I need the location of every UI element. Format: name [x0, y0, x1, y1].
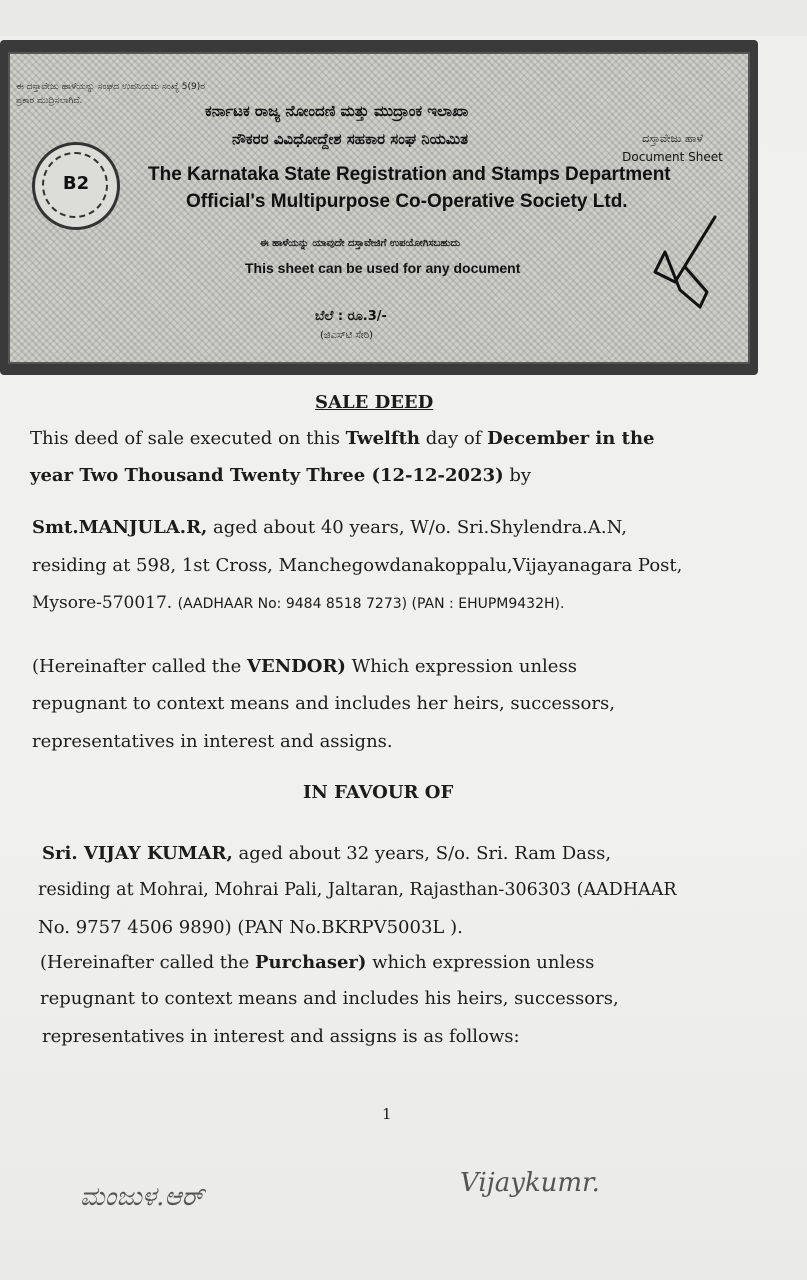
price: ಬೆಲೆ : ರೂ.3/- [315, 309, 387, 324]
intro-text-2: day of [420, 428, 488, 449]
page-number: 1 [382, 1105, 392, 1123]
vendor-line-1 [32, 517, 627, 538]
intro-line-2 [30, 465, 531, 486]
vendor-clause-2: repugnant to context means and includes her heirs, successors, [32, 693, 615, 714]
vendor-signature: ಮಂಜುಳ.ಆರ್ [80, 1182, 204, 1212]
vendor-line-3 [32, 593, 564, 613]
stamp-sheet [8, 52, 750, 364]
purchaser-ids: No. 9757 4506 9890) (PAN No.BKRPV5003L ). [38, 917, 463, 938]
document-sheet-kn: ದಸ್ತಾವೇಜು ಹಾಳೆ [642, 132, 703, 145]
purchaser-details: aged about 32 years, S/o. Sri. Ram Dass, [232, 843, 612, 864]
seal-label: B2 [62, 173, 90, 194]
intro-text: This deed of sale executed on this [30, 428, 346, 449]
vendor-clause-3: representatives in interest and assigns. [32, 731, 393, 752]
usage-en: This sheet can be used for any document [245, 260, 521, 276]
purchaser-name: Sri. VIJAY KUMAR, [42, 843, 233, 864]
vendor-clause-1 [32, 656, 577, 677]
clause-text-2: which expression unless [366, 952, 595, 973]
vendor-city: Mysore-570017. [32, 593, 178, 613]
purchaser-signature: Vijaykumr. [460, 1168, 600, 1198]
intro-line-1 [30, 428, 654, 449]
stamp-note: ಈ ದಸ್ತಾವೇಜು ಹಾಳೆಯನ್ನು ಸಂಘದ ಉಪನಿಯಮ ಸಂಖ್ಯೆ 5(9)ರ ಪ್ರಕಾರ ಮುದ್ರಿಸಲಾಗಿದೆ. [16, 82, 206, 106]
purchaser-clause-3: representatives in interest and assigns is as follows: [42, 1026, 520, 1047]
vendor-details: aged about 40 years, W/o. Sri.Shylendra.A.N, [207, 517, 627, 538]
vendor-name: Smt.MANJULA.R, [32, 517, 208, 538]
purchaser-line-1 [42, 843, 611, 864]
clause-text: (Hereinafter called the [32, 656, 248, 677]
society-seal-icon [32, 142, 120, 230]
stamp-initials-signature [645, 212, 725, 322]
purchaser-label: Purchaser) [255, 952, 367, 973]
intro-by: by [503, 465, 532, 486]
document-sheet-en: Document Sheet [622, 150, 723, 164]
price-note: (ಜಿಎಸ್‌ಟಿ ಸೇರಿ) [320, 330, 374, 341]
society-en: Official's Multipurpose Co-Operative Society Ltd. [186, 191, 628, 212]
stamp-header [0, 40, 758, 375]
usage-kn: ಈ ಹಾಳೆಯನ್ನು ಯಾವುದೇ ದಸ್ತಾವೇಜಿಗೆ ಉಪಯೋಗಿಸಬಹುದು [260, 238, 461, 249]
vendor-label: VENDOR) [247, 656, 346, 677]
purchaser-clause-1 [40, 952, 594, 973]
favour-heading: IN FAVOUR OF [303, 782, 454, 803]
intro-year: year Two Thousand Twenty Three (12-12-2023) [30, 465, 504, 486]
purchaser-clause-2: repugnant to context means and includes his heirs, successors, [40, 988, 619, 1009]
intro-day: Twelfth [345, 428, 421, 449]
purchaser-address: residing at Mohrai, Mohrai Pali, Jaltaran, Rajasthan-306303 (AADHAAR [38, 880, 677, 900]
vendor-address: residing at 598, 1st Cross, Manchegowdanakoppalu,Vijayanagara Post, [32, 555, 683, 576]
society-kn: ನೌಕರರ ವಿವಿಧೋದ್ದೇಶ ಸಹಕಾರ ಸಂಘ ನಿಯಮಿತ [232, 130, 469, 148]
deed-title: SALE DEED [315, 392, 434, 413]
vendor-ids: (AADHAAR No: 9484 8518 7273) (PAN : EHUPM9432H). [177, 596, 565, 612]
department-kn: ಕರ್ನಾಟಕ ರಾಜ್ಯ ನೋಂದಣಿ ಮತ್ತು ಮುದ್ರಾಂಕ ಇಲಾಖಾ [205, 102, 469, 120]
clause-text-2: Which expression unless [345, 656, 577, 677]
clause-text: (Hereinafter called the [40, 952, 256, 973]
document-sheet-label [610, 132, 735, 164]
department-en: The Karnataka State Registration and Stamps Department [148, 164, 671, 185]
intro-month: December in the [487, 428, 655, 449]
